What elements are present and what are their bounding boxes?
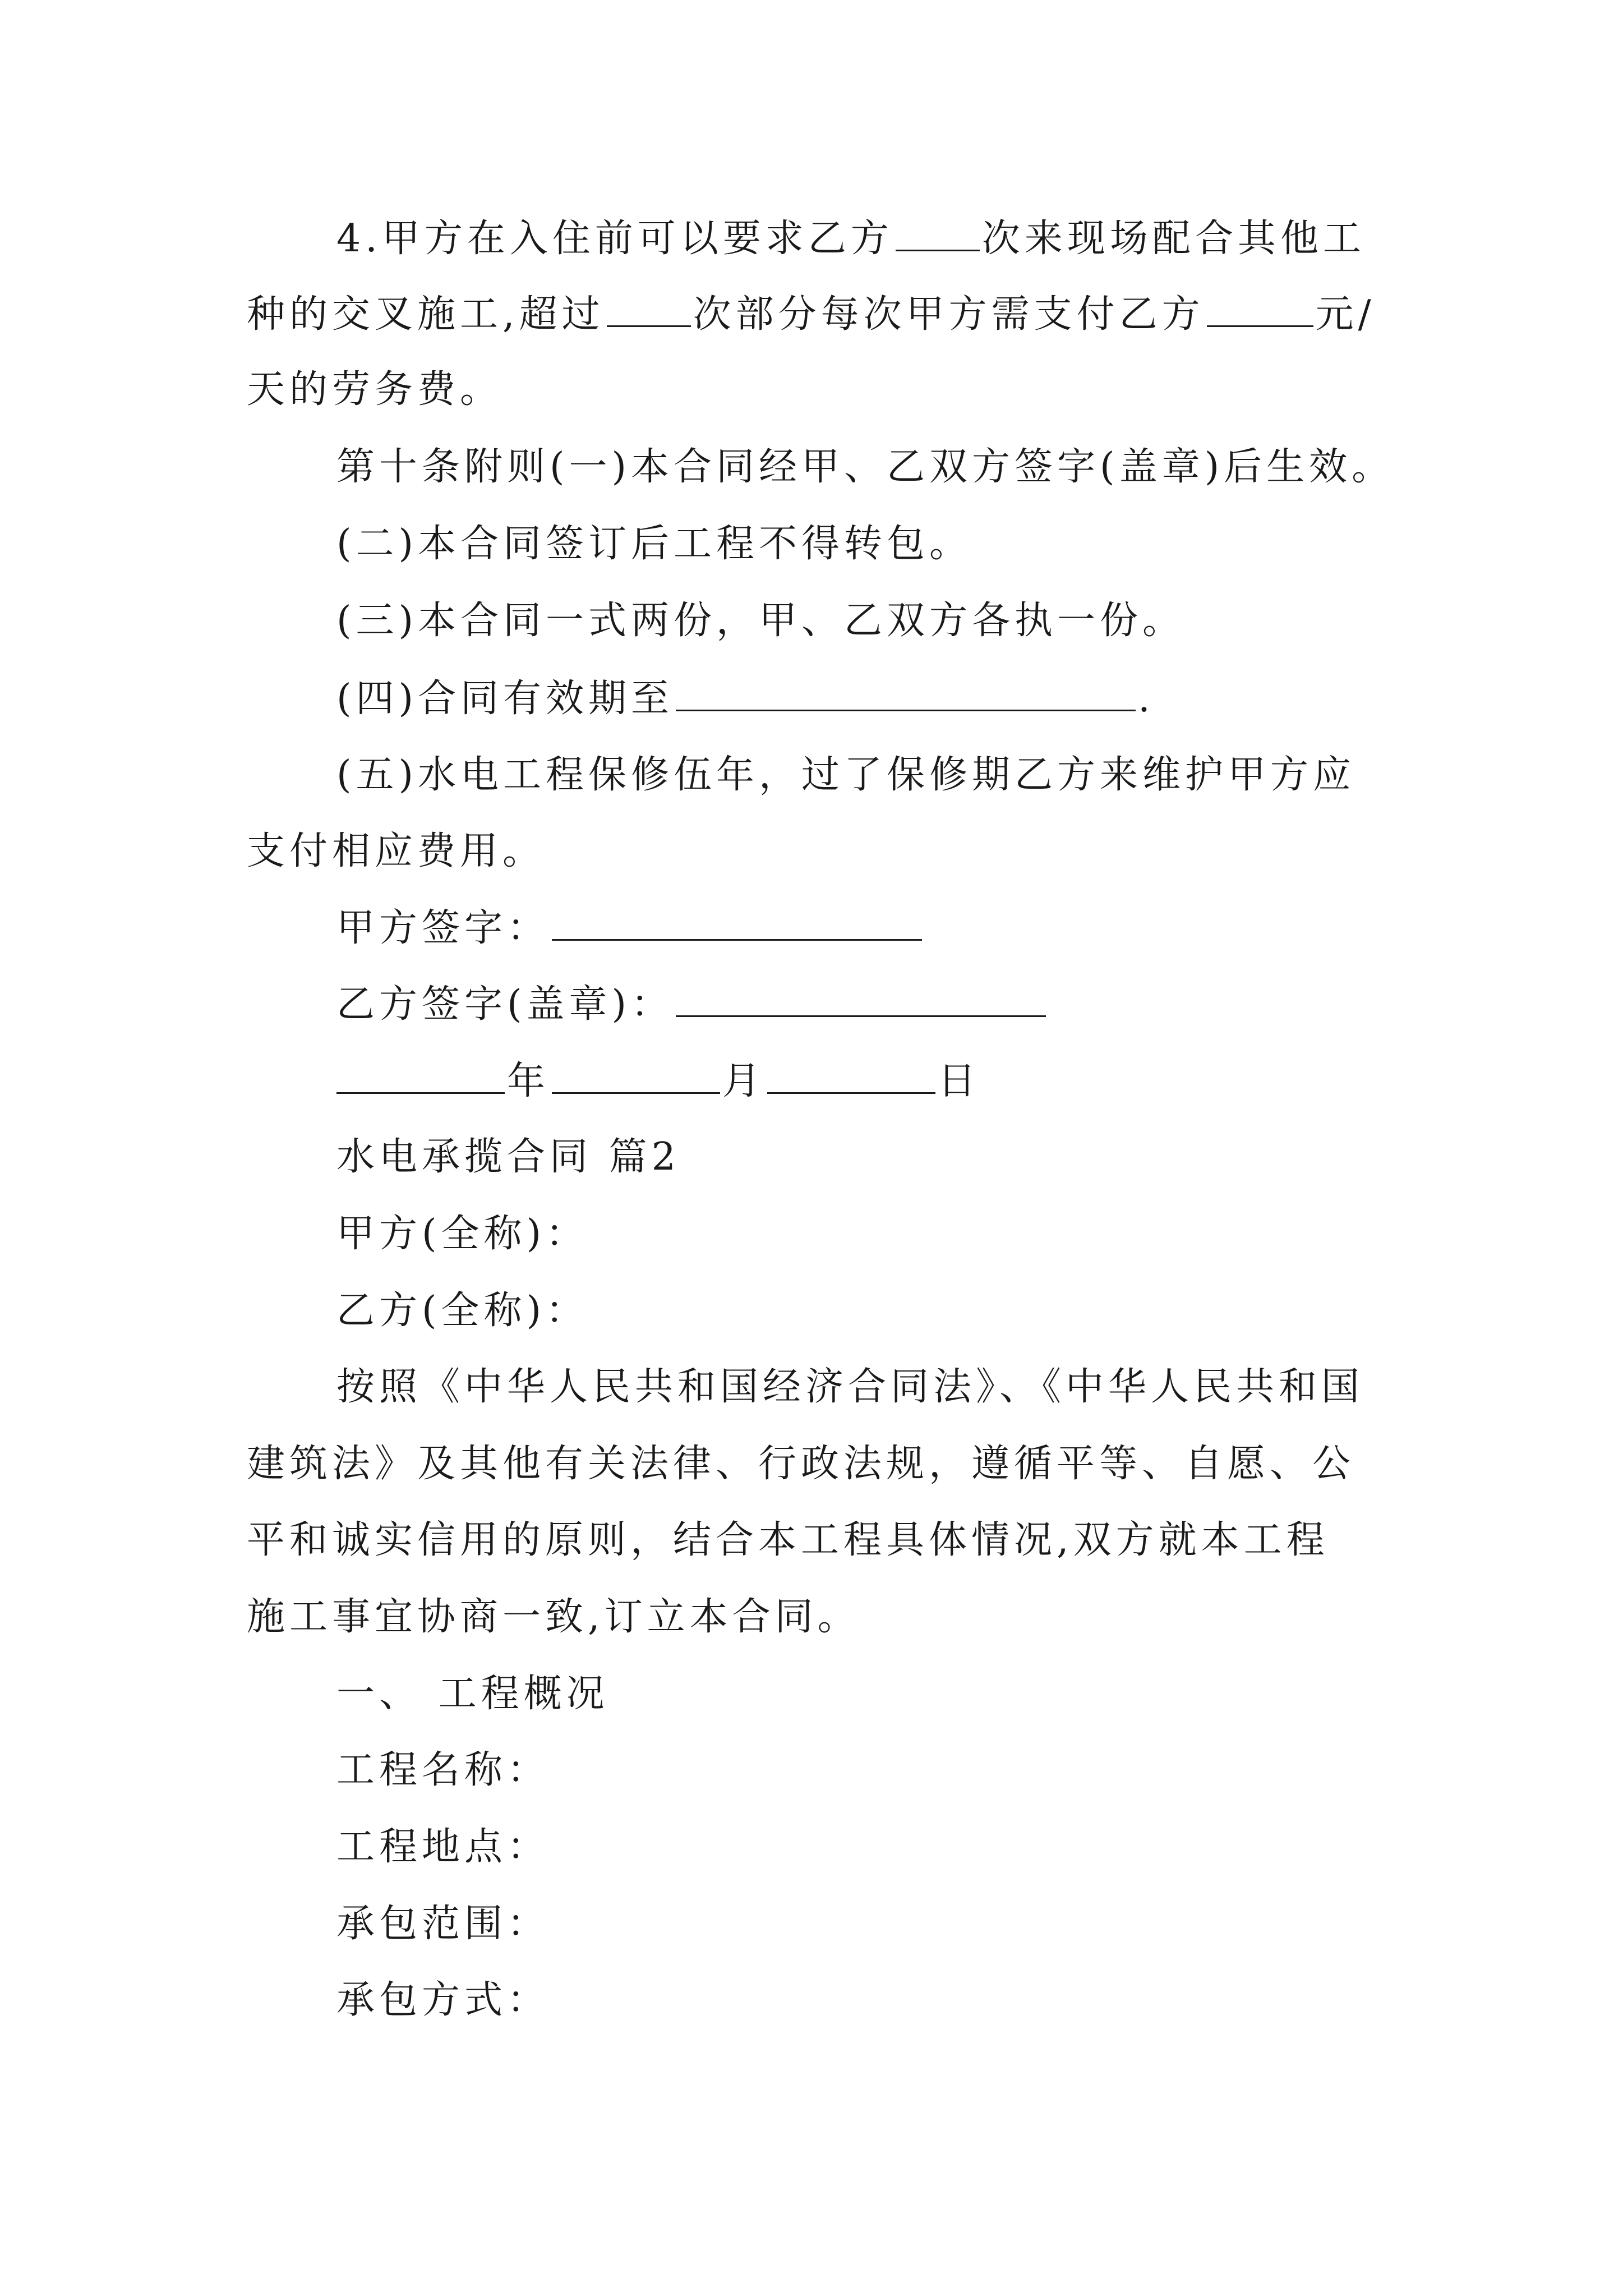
article-10 — [336, 445, 1394, 490]
clause-3 — [336, 599, 1185, 643]
text: (四)合同有效期至 — [336, 677, 674, 721]
signature-party-b — [336, 982, 1048, 1027]
text: 水电承揽合同 篇2 — [336, 1135, 680, 1179]
clause-2 — [336, 522, 972, 567]
text: 4.甲方在入住前可以要求乙方 — [336, 217, 893, 261]
text: 天的劳务费。 — [247, 367, 503, 412]
heading-project-overview — [336, 1672, 609, 1717]
text: (三)本合同一式两份，甲、乙双方各执一份。 — [336, 599, 1186, 643]
text: . — [1138, 677, 1155, 721]
intro-line-4 — [247, 1595, 860, 1640]
text: 一、 工程概况 — [336, 1672, 609, 1716]
project-name — [336, 1748, 550, 1793]
text: 日 — [938, 1059, 981, 1103]
contract-method — [336, 1978, 550, 2023]
text: 年 — [507, 1059, 550, 1103]
clause-5-line-1 — [336, 753, 1355, 798]
paragraph-4-line-3 — [247, 367, 502, 412]
text: 月 — [722, 1059, 766, 1103]
text: 按照《中华人民共和国经济合同法》、《中华人民共和国 — [336, 1365, 1364, 1409]
signature-party-a — [336, 905, 924, 951]
text: 乙方签字(盖章)： — [336, 982, 674, 1027]
text: 工程地点： — [336, 1825, 550, 1869]
party-a-full-name — [336, 1212, 588, 1257]
text: 次部分每次甲方需支付乙方 — [693, 292, 1205, 337]
intro-line-1 — [336, 1365, 1364, 1410]
text: (二)本合同签订后工程不得转包。 — [336, 522, 972, 566]
text: 次来现场配合其他工 — [981, 217, 1366, 261]
text: (五)水电工程保修伍年，过了保修期乙方来维护甲方应 — [336, 753, 1356, 797]
blank-year — [336, 1059, 505, 1094]
text: 工程名称： — [336, 1748, 550, 1792]
section-2-title — [336, 1135, 680, 1180]
text: 元/ — [1315, 292, 1376, 337]
text: 施工事宜协商一致,订立本合同。 — [247, 1595, 860, 1639]
text: 支付相应费用。 — [247, 829, 546, 873]
blank-signature-b — [676, 982, 1046, 1017]
clause-4 — [336, 676, 1155, 721]
signature-date — [336, 1059, 980, 1104]
text: 第十条附则(一)本合同经甲、乙双方签字(盖章)后生效。 — [336, 445, 1395, 489]
party-b-full-name — [336, 1289, 588, 1333]
blank-month — [552, 1059, 720, 1094]
text: 建筑法》及其他有关法律、行政法规，遵循平等、自愿、公 — [247, 1442, 1355, 1486]
project-site — [336, 1825, 550, 1870]
paragraph-4-line-1 — [336, 216, 1366, 261]
text: 承包范围： — [336, 1902, 550, 1946]
text: 承包方式： — [336, 1978, 550, 2022]
clause-5-line-2 — [247, 829, 545, 874]
contract-scope — [336, 1902, 550, 1947]
blank-day — [767, 1059, 935, 1094]
blank-signature-a — [552, 905, 922, 941]
blank-expiry-date — [676, 676, 1136, 711]
blank-amount — [1207, 292, 1313, 327]
text: 乙方(全称)： — [336, 1289, 589, 1333]
blank-times — [607, 292, 691, 327]
intro-line-2 — [247, 1442, 1355, 1487]
text: 平和诚实信用的原则，结合本工程具体情况,双方就本工程 — [247, 1518, 1329, 1562]
text: 种的交叉施工,超过 — [247, 292, 605, 337]
intro-line-3 — [247, 1518, 1329, 1563]
paragraph-4-line-2 — [247, 292, 1376, 337]
text: 甲方签字： — [336, 906, 550, 950]
text: 甲方(全称)： — [336, 1212, 589, 1256]
blank-times — [896, 216, 980, 251]
